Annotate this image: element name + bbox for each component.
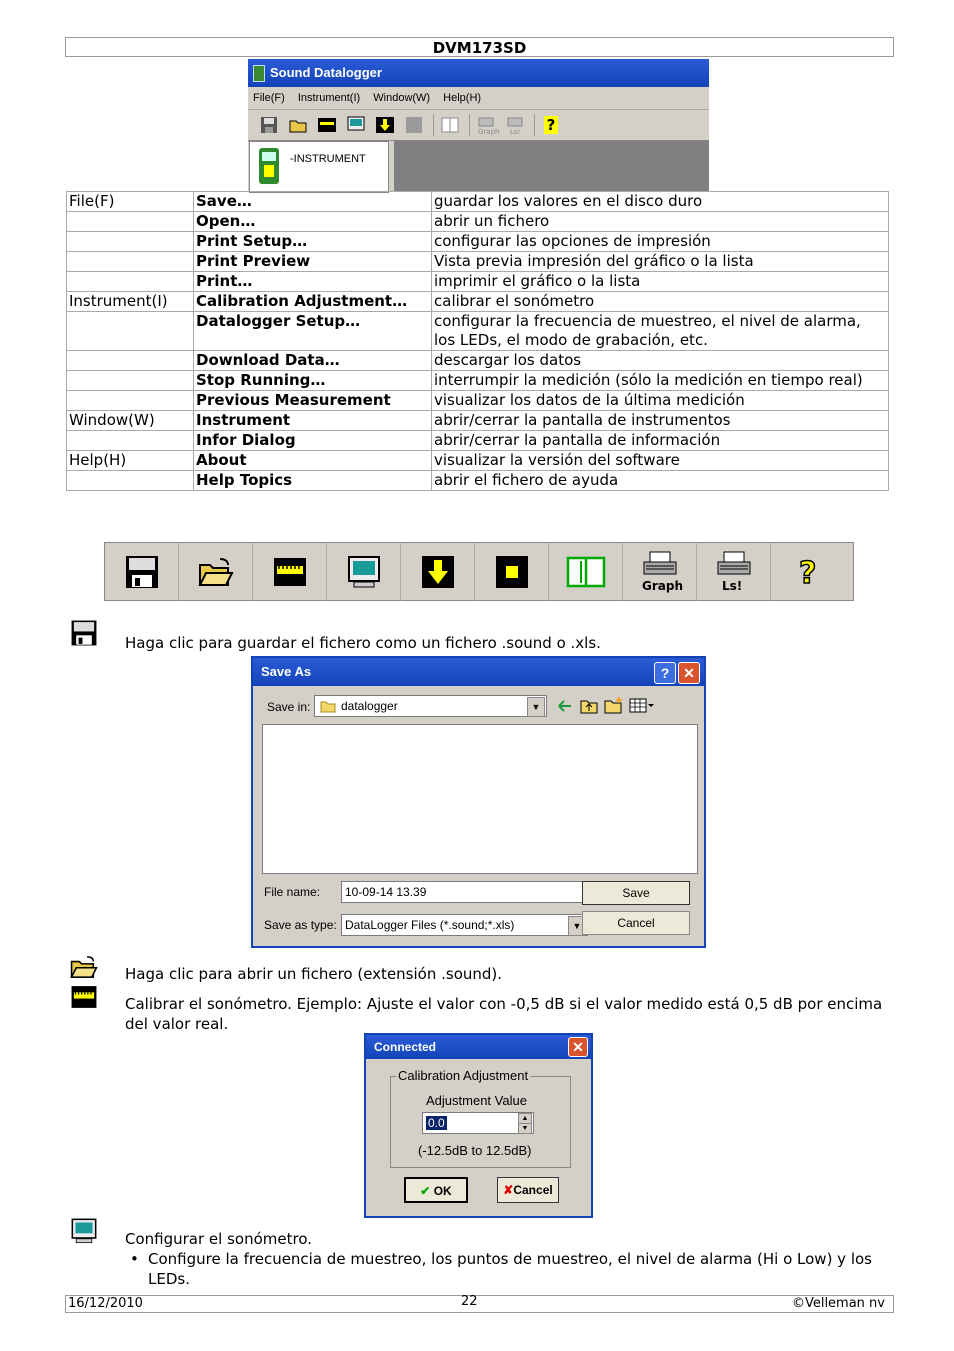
item-cell: Calibration Adjustment… (194, 292, 432, 312)
table-row (67, 351, 889, 371)
table-row (67, 471, 889, 491)
table-row (67, 451, 889, 471)
svg-text:Graph: Graph (478, 128, 500, 136)
menu-cell (67, 351, 194, 371)
desc-cell: imprimir el gráfico o la lista (432, 272, 889, 292)
close-icon[interactable]: ✕ (678, 662, 700, 684)
calibration-icon[interactable] (253, 542, 327, 601)
item-cell: Stop Running… (194, 371, 432, 391)
menu-window[interactable]: Window(W) (373, 92, 431, 104)
view-menu-icon[interactable] (629, 698, 655, 714)
save-icon[interactable] (105, 542, 179, 601)
table-row (67, 371, 889, 391)
save-as-type-select[interactable] (341, 914, 588, 936)
stop-icon[interactable] (401, 112, 427, 138)
menu-cell (67, 212, 194, 232)
footer-page: 22 (461, 1294, 478, 1309)
calibration-icon[interactable] (314, 112, 340, 138)
menu-cell (67, 371, 194, 391)
save-button[interactable]: Save (582, 881, 690, 905)
table-row (67, 292, 889, 312)
spin-down-icon[interactable]: ▼ (518, 1123, 532, 1134)
svg-text:?: ? (799, 555, 817, 591)
x-icon: ✘ (503, 1183, 514, 1197)
dialog-titlebar (253, 658, 704, 686)
table-row (67, 272, 889, 292)
bullet-text: Configure la frecuencia de muestreo, los puntos de muestreo, el nivel de alarma (Hi o Low) y los LEDs. (148, 1250, 872, 1288)
app-menubar (248, 87, 709, 110)
spin-up-icon[interactable]: ▲ (518, 1113, 532, 1124)
book-icon[interactable] (437, 112, 463, 138)
item-cell: Print… (194, 272, 432, 292)
book-icon[interactable] (549, 542, 623, 601)
desc-cell: abrir/cerrar la pantalla de información (432, 431, 889, 451)
save-as-dialog (251, 656, 706, 948)
instrument-panel[interactable] (249, 141, 389, 193)
menu-cell: File(F) (67, 192, 194, 212)
menu-cell (67, 391, 194, 411)
folder-icon (320, 700, 336, 713)
calibration-icon (70, 983, 98, 1011)
up-folder-icon[interactable] (580, 698, 598, 714)
dialog-titlebar (366, 1035, 591, 1059)
menu-help[interactable]: Help(H) (443, 92, 482, 104)
menu-cell: Instrument(I) (67, 292, 194, 312)
page-header (65, 37, 894, 57)
file-list[interactable] (262, 724, 698, 874)
open-description: Haga clic para abrir un fichero (extensión .sound). (125, 965, 503, 983)
item-cell: About (194, 451, 432, 471)
table-row (67, 391, 889, 411)
calibration-dialog (364, 1033, 593, 1218)
app-title: Sound Datalogger (270, 65, 382, 80)
adjustment-label: Adjustment Value (426, 1093, 527, 1108)
print-list-icon[interactable] (697, 542, 771, 601)
close-icon[interactable]: ✕ (568, 1037, 588, 1057)
download-icon[interactable] (372, 112, 398, 138)
chevron-down-icon[interactable]: ▼ (527, 697, 545, 717)
table-row (67, 411, 889, 431)
print-graph-icon[interactable] (623, 542, 697, 601)
desc-cell: guardar los valores en el disco duro (432, 192, 889, 212)
menu-cell (67, 312, 194, 351)
open-folder-icon (70, 953, 98, 981)
menu-cell (67, 431, 194, 451)
back-arrow-icon[interactable] (557, 699, 573, 713)
item-cell: Help Topics (194, 471, 432, 491)
setup-description: Configurar el sonómetro. (125, 1230, 313, 1248)
group-title: Calibration Adjustment (398, 1068, 529, 1083)
save-icon (70, 619, 98, 647)
file-name-value: 10-09-14 13.39 (345, 885, 427, 899)
menu-cell (67, 232, 194, 252)
open-folder-icon[interactable] (179, 542, 253, 601)
item-cell: Print Setup… (194, 232, 432, 252)
item-cell: Datalogger Setup… (194, 312, 432, 351)
item-cell: Previous Measurement (194, 391, 432, 411)
footer-copyright: ©Velleman nv (791, 1296, 885, 1311)
menu-cell: Help(H) (67, 451, 194, 471)
range-label: (-12.5dB to 12.5dB) (418, 1143, 532, 1158)
desc-cell: abrir/cerrar la pantalla de instrumentos (432, 411, 889, 431)
list-label: Ls! (721, 578, 742, 593)
instrument-label: -INSTRUMENT (290, 153, 366, 165)
workspace-area (394, 141, 709, 191)
file-name-label: File name: (264, 885, 321, 899)
cancel-button[interactable]: Cancel (582, 911, 690, 935)
graph-label: Graph (641, 578, 683, 593)
desc-cell: abrir un fichero (432, 212, 889, 232)
check-icon: ✔ (420, 1184, 431, 1198)
menu-cell (67, 272, 194, 292)
cancel-button[interactable] (497, 1177, 559, 1203)
menu-cell (67, 471, 194, 491)
print-list-icon[interactable] (502, 112, 528, 138)
monitor-icon (70, 1217, 98, 1245)
dialog-title: Connected (374, 1040, 437, 1054)
desc-cell: calibrar el sonómetro (432, 292, 889, 312)
table-row (67, 232, 889, 252)
print-graph-icon[interactable] (473, 112, 499, 138)
table-row (67, 312, 889, 351)
adjustment-value: 0.0 (428, 1116, 445, 1130)
instrument-icon (258, 147, 280, 185)
item-cell: Instrument (194, 411, 432, 431)
desc-cell: interrumpir la medición (sólo la medición en tiempo real) (432, 371, 889, 391)
stop-icon[interactable] (475, 542, 549, 601)
file-name-input[interactable] (341, 881, 588, 903)
save-as-type-value: DataLogger Files (*.sound;*.xls) (345, 918, 515, 932)
desc-cell: Vista previa impresión del gráfico o la lista (432, 252, 889, 272)
table-row (67, 431, 889, 451)
cancel-label: Cancel (513, 1183, 553, 1197)
app-icon (253, 65, 265, 82)
dialog-title: Save As (261, 664, 312, 679)
save-as-type-label: Save as type: (264, 918, 337, 932)
item-cell: Download Data… (194, 351, 432, 371)
menu-cell: Window(W) (67, 411, 194, 431)
help-icon[interactable]: ? (654, 662, 676, 684)
item-cell: Save… (194, 192, 432, 212)
app-toolbar (248, 110, 709, 141)
page-footer (65, 1295, 894, 1313)
desc-cell: visualizar la versión del software (432, 451, 889, 471)
open-folder-icon[interactable] (285, 112, 311, 138)
footer-date: 16/12/2010 (68, 1296, 143, 1311)
app-window (248, 59, 709, 191)
new-folder-icon[interactable] (604, 696, 624, 714)
table-row (67, 192, 889, 212)
table-row (67, 212, 889, 232)
menu-instrument[interactable]: Instrument(I) (297, 92, 361, 104)
ok-button[interactable] (404, 1177, 468, 1203)
save-in-select[interactable] (314, 695, 547, 717)
item-cell: Open… (194, 212, 432, 232)
desc-cell: configurar las opciones de impresión (432, 232, 889, 252)
bullet-icon: • (130, 1250, 139, 1268)
help-icon[interactable]: ? (538, 112, 564, 138)
chevron-down-icon[interactable]: ▼ (568, 916, 586, 936)
desc-cell: abrir el fichero de ayuda (432, 471, 889, 491)
app-titlebar (248, 59, 709, 87)
adjustment-value-input[interactable] (422, 1112, 534, 1134)
save-icon[interactable] (256, 112, 282, 138)
menu-file[interactable]: File(F) (253, 92, 285, 104)
item-cell: Print Preview (194, 252, 432, 272)
header-title: DVM173SD (432, 39, 527, 57)
item-cell: Infor Dialog (194, 431, 432, 451)
desc-cell: descargar los datos (432, 351, 889, 371)
ok-label: OK (433, 1184, 452, 1198)
monitor-icon[interactable] (343, 112, 369, 138)
help-icon[interactable] (771, 542, 845, 601)
calibration-description: Calibrar el sonómetro. Ejemplo: Ajuste el valor con -0,5 dB si el valor medido está 0,5 dB por encima del valor real. (125, 995, 883, 1033)
save-in-label: Save in: (267, 700, 311, 714)
monitor-icon[interactable] (327, 542, 401, 601)
desc-cell: visualizar los datos de la última medición (432, 391, 889, 411)
menu-cell (67, 252, 194, 272)
save-in-value: datalogger (341, 699, 398, 713)
desc-cell: configurar la frecuencia de muestreo, el nivel de alarma, los LEDs, el modo de grabación, etc. (432, 312, 889, 351)
download-icon[interactable] (401, 542, 475, 601)
table-row (67, 252, 889, 272)
big-toolbar (104, 542, 854, 601)
menu-table (66, 191, 889, 491)
save-description: Haga clic para guardar el fichero como un fichero .sound o .xls. (125, 634, 601, 652)
svg-text:Ls!: Ls! (510, 128, 521, 136)
